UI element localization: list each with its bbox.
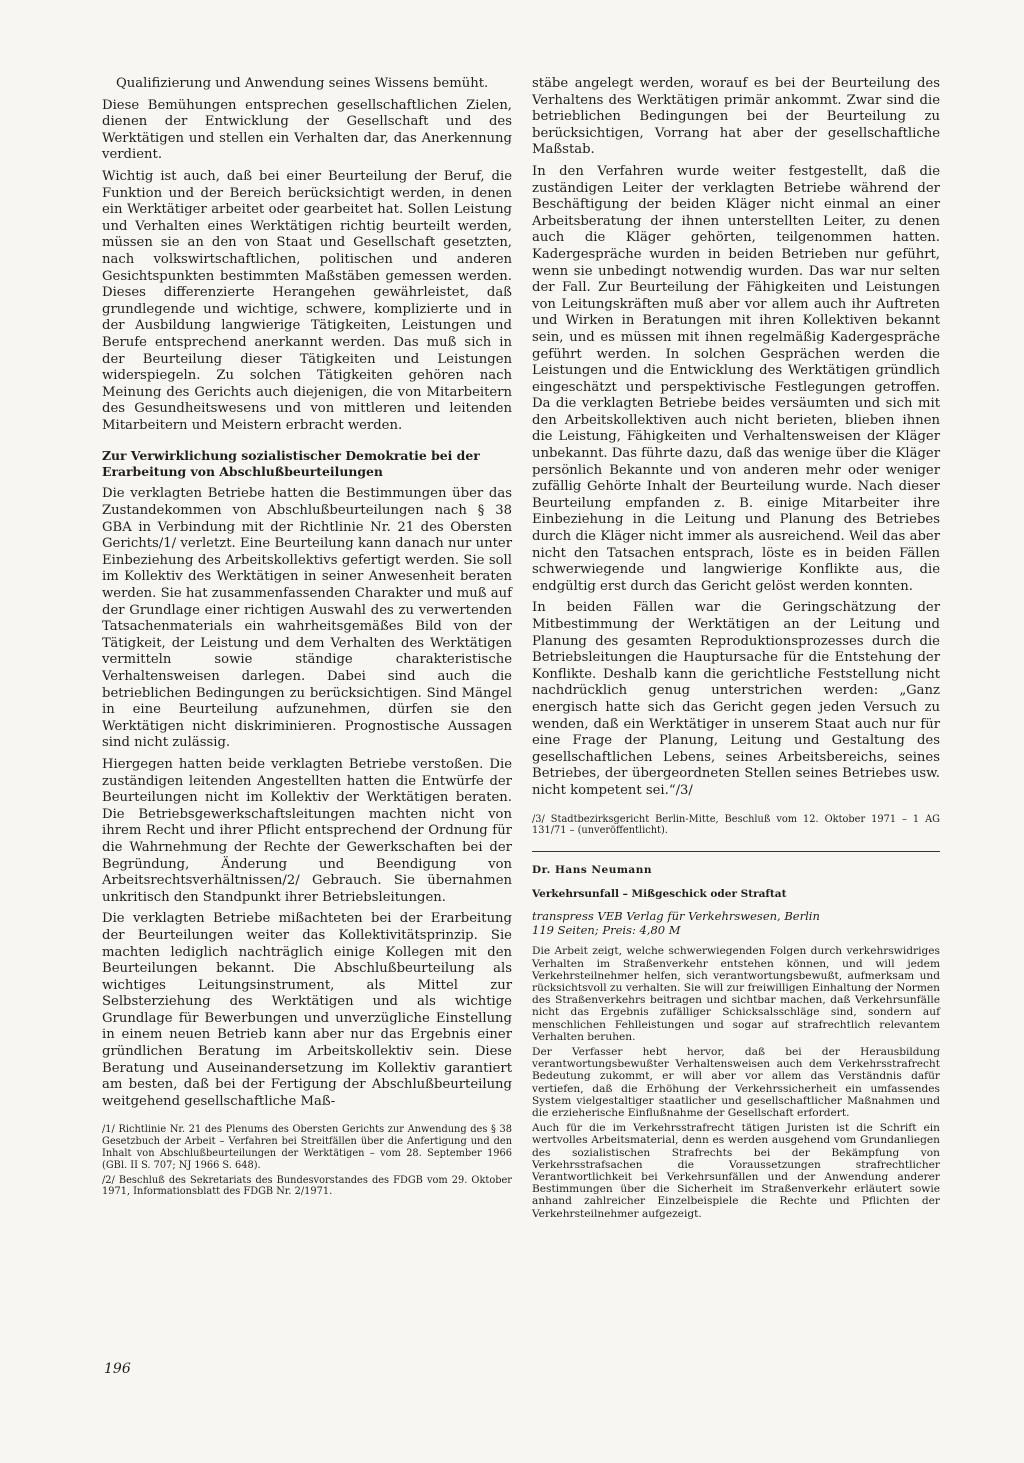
paragraph: Diese Bemühungen entsprechen gesellschaftlichen Zielen, dienen der Entwicklung der Gesellschaft und des Werktätigen und stellen ein Verhalten dar, das Anerkennung verdient.: [102, 97, 512, 163]
footnote-3: /3/ Stadtbezirksgericht Berlin-Mitte, Beschluß vom 12. Oktober 1971 – 1 AG 131/71 – (unveröffentlicht).: [532, 813, 940, 837]
paragraph: stäbe angelegt werden, worauf es bei der Beurteilung des Verhaltens des Werktätigen primär ankommt. Zwar sind die betrieblichen Bedingungen bei der Beurteilung zu berücksichtigen, Vorrang hat aber der gesellschaftliche Maßstab.: [532, 76, 940, 158]
left-column: [102, 76, 512, 1201]
page-number: 196: [104, 1361, 131, 1377]
book-review: [532, 862, 940, 1220]
section-heading: Zur Verwirklichung sozialistischer Demokratie bei der Erarbeitung von Abschlußbeurteilungen: [102, 448, 480, 480]
paragraph: Die verklagten Betriebe mißachteten bei der Erarbeitung der Beurteilungen weiter das Kollektivitätsprinzip. Sie machten lediglich nachträglich einige Kollegen mit den Beurteilungen bekannt. Die Abschlußbeurteilung als wichtiges Leitungsinstrument, als Mittel zur Selbsterziehung des Werktätigen und als wichtige Grundlage für Bewerbungen und unverzügliche Einstellung in einem neuen Betrieb kann aber nur das Ergebnis einer gründlichen Beratung im Arbeitskollektiv sein. Diese Beratung und Auseinandersetzung im Kollektiv garantiert am besten, daß bei der Fertigung der Abschlußbeurteilung weitgehend gesellschaftliche Maß-: [102, 911, 512, 1109]
review-pages-price: 119 Seiten; Preis: 4,80 M: [532, 922, 681, 937]
review-publisher: transpress VEB Verlag für Verkehrswesen, Berlin: [532, 909, 820, 924]
paragraph: In den Verfahren wurde weiter festgestellt, daß die zuständigen Leiter der verklagten Betriebe während der Beschäftigung der beiden Kläger nicht einmal an einer Arbeitsberatung der ihnen unterstellten Leiter, zu denen auch die Kläger gehörten, teilgenommen hatten. Kadergespräche wurden in beiden Betrieben nur geführt, wenn sie unbedingt notwendig wurden. Das war nur selten der Fall. Zur Beurteilung der Fähigkeiten und Leistungen von Leitungskräften muß aber vor allem auch ihr Auftreten und Wirken in Beratungen mit ihren Kollektiven bekannt sein, und es müssen mit ihnen regelmäßig Kadergespräche geführt werden. In solchen Gesprächen werden die Leistungen und die Entwicklung des Werktätigen gründlich eingeschätzt und perspektivische Festlegungen getroffen. Da die verklagten Betriebe beides versäumten und sich mit den Arbeitskollektiven auch nicht berieten, blieben ihnen die Leistung, Fähigkeiten und Verhaltensweisen der Kläger unbekannt. Das führte dazu, daß das wenige über die Kläger persönlich Bekannte und von anderen mehr oder weniger zufällig Gehörte Inhalt der Beurteilung wurde. Nach dieser Beurteilung empfanden z. B. einige Mitarbeiter ihre Einbeziehung in die Leitung und Planung des Betriebes durch die Kläger nicht immer als ausreichend. Weil das aber nicht den Tatsachen entsprach, löste es in beiden Fällen schwerwiegende und langwierige Konflikte aus, die endgültig erst durch das Gericht gelöst werden konnten.: [532, 163, 940, 594]
paragraph: Hiergegen hatten beide verklagten Betriebe verstoßen. Die zuständigen leitenden Angestellten hatten die Entwürfe der Beurteilungen nicht im Kollektiv der Werktätigen beraten. Die Betriebsgewerkschaftsleitungen machten nicht von ihrem Recht und ihrer Pflicht entsprechend der Ordnung für die Wahrnehmung der Rechte der Gewerkschaften bei der Begründung, Änderung und Beendigung von Arbeitsrechtsverhältnissen/2/ Gebrauch. Sie übernahmen unkritisch den Standpunkt ihrer Betriebsleitungen.: [102, 756, 512, 905]
paragraph: Die verklagten Betriebe hatten die Bestimmungen über das Zustandekommen von Abschlußbeurteilungen nach § 38 GBA in Verbindung mit der Richtlinie Nr. 21 des Obersten Gerichts/1/ verletzt. Eine Beurteilung kann danach nur unter Einbeziehung des Arbeitskollektivs gefertigt werden. Sie soll im Kollektiv des Werktätigen in seiner Anwesenheit beraten werden. Sie hat zusammenfassenden Charakter und muß auf der Grundlage einer richtigen Auswahl des zu verwertenden Tatsachenmaterials ein wahrheitsgemäßes Bild von der Tätigkeit, der Leistung und dem Verhalten des Werktätigen vermitteln sowie ständige charakteristische Verhaltensweisen darlegen. Dabei sind auch die betrieblichen Bedingungen zu berücksichtigen. Sind Mängel in eine Beurteilung aufzunehmen, dürfen sie den Werktätigen nicht diskriminieren. Prognostische Aussagen sind nicht zulässig.: [102, 486, 512, 751]
review-paragraph: Der Verfasser hebt hervor, daß bei der Herausbildung verantwortungsbewußter Verhaltensweisen auch dem Verkehrsstrafrecht Bedeutung zukommt, er will aber vor allem das Verständnis dafür vertiefen, daß die Erhöhung der Verkehrssicherheit ein umfassendes System vielgestaltiger staatlicher und gesellschaftlicher Maßnahmen und die erzieherische Einflußnahme der Gesellschaft erfordert.: [532, 1045, 940, 1119]
footnotes: [532, 814, 940, 838]
footnote-1: /1/ Richtlinie Nr. 21 des Plenums des Obersten Gerichts zur Anwendung des § 38 Gesetzbuch der Arbeit – Verfahren bei Streitfällen über die Anfertigung und den Inhalt von Abschlußbeurteilungen der Werktätigen – vom 28. September 1966 (GBl. II S. 707; NJ 1966 S. 648).: [102, 1124, 512, 1171]
review-body: [532, 945, 940, 1219]
paragraph: Qualifizierung und Anwendung seines Wissens bemüht.: [116, 76, 489, 91]
review-publisher-info: [532, 910, 940, 937]
divider: [532, 851, 940, 852]
footnote-2: /2/ Beschluß des Sekretariats des Bundesvorstandes des FDGB vom 29. Oktober 1971, Informationsblatt des FDGB Nr. 2/1971.: [102, 1174, 512, 1198]
review-paragraph: Die Arbeit zeigt, welche schwerwiegenden Folgen durch verkehrswidriges Verhalten im Straßenverkehr entstehen können, und will jedem Verkehrsteilnehmer helfen, sich verantwortungsbewußt, aufmerksam und rücksichtsvoll zu verhalten. Sie will zur freiwilligen Einhaltung der Normen des Straßenverkehrs beitragen und sichtbar machen, daß Verkehrsunfälle nicht das Ergebnis zufälliger Schicksalsschläge sind, sondern auf menschlichen Fehlleistungen und sogar auf strafrechtlich relevantem Verhalten beruhen.: [532, 945, 940, 1043]
review-book-title: Verkehrsunfall – Mißgeschick oder Straftat: [532, 887, 787, 900]
paragraph: Wichtig ist auch, daß bei einer Beurteilung der Beruf, die Funktion und der Bereich berücksichtigt werden, in denen ein Werktätiger arbeitet oder gearbeitet hat. Sollen Leistung und Verhalten eines Werktätigen richtig beurteilt werden, müssen sie an den von Staat und Gesellschaft gesetzten, nach volkswirtschaftlichen, politischen und anderen Gesichtspunkten bestimmten Maßstäben gemessen werden. Dieses differenzierte Herangehen gewährleistet, daß grundlegende und wichtige, schwere, komplizierte und in der Ausbildung langwierige Tätigkeiten, Leistungen und Berufe entsprechend anerkannt werden. Das muß sich in der Beurteilung dieser Tätigkeiten und Leistungen widerspiegeln. Zu solchen Tätigkeiten gehören nach Meinung des Gerichts auch diejenigen, die von Mitarbeitern des Gesundheitswesens und von mittleren und leitenden Mitarbeitern und Meistern erbracht werden.: [102, 168, 512, 433]
review-author: Dr. Hans Neumann: [532, 864, 653, 877]
footnotes: [102, 1124, 512, 1198]
paragraph: In beiden Fällen war die Geringschätzung der Mitbestimmung der Werktätigen an der Leitung und Planung des gesamten Reproduktionsprozesses durch die Betriebsleitungen die Hauptursache für die Entstehung der Konflikte. Deshalb kann die gerichtliche Feststellung nicht nachdrücklich genug unterstrichen werden: „Ganz energisch hatte sich das Gericht gegen jeden Versuch zu wenden, daß ein Werktätiger in unserem Staat auch nur für eine Frage der Planung, Leitung und Gestaltung des gesellschaftlichen Lebens, seines Arbeitsbereichs, seines Betriebes, der übergeordneten Stellen seines Betriebes usw. nicht kompetent sei.“/3/: [532, 600, 940, 798]
review-paragraph: Auch für die im Verkehrsstrafrecht tätigen Juristen ist die Schrift ein wertvolles Arbeitsmaterial, denn es werden ausgehend vom Grundanliegen des sozialistischen Strafrechts bei der Bekämpfung von Verkehrsstrafsachen die Voraussetzungen strafrechtlicher Verantwortlichkeit bei Verkehrsunfällen und der Anwendung anderer Bestimmungen über die Sicherheit im Straßenverkehr erläutert sowie anhand zahlreicher Einzelbeispiele die Rechte und Pflichten der Verkehrsteilnehmer aufgezeigt.: [532, 1122, 940, 1220]
right-column: [532, 76, 940, 1223]
